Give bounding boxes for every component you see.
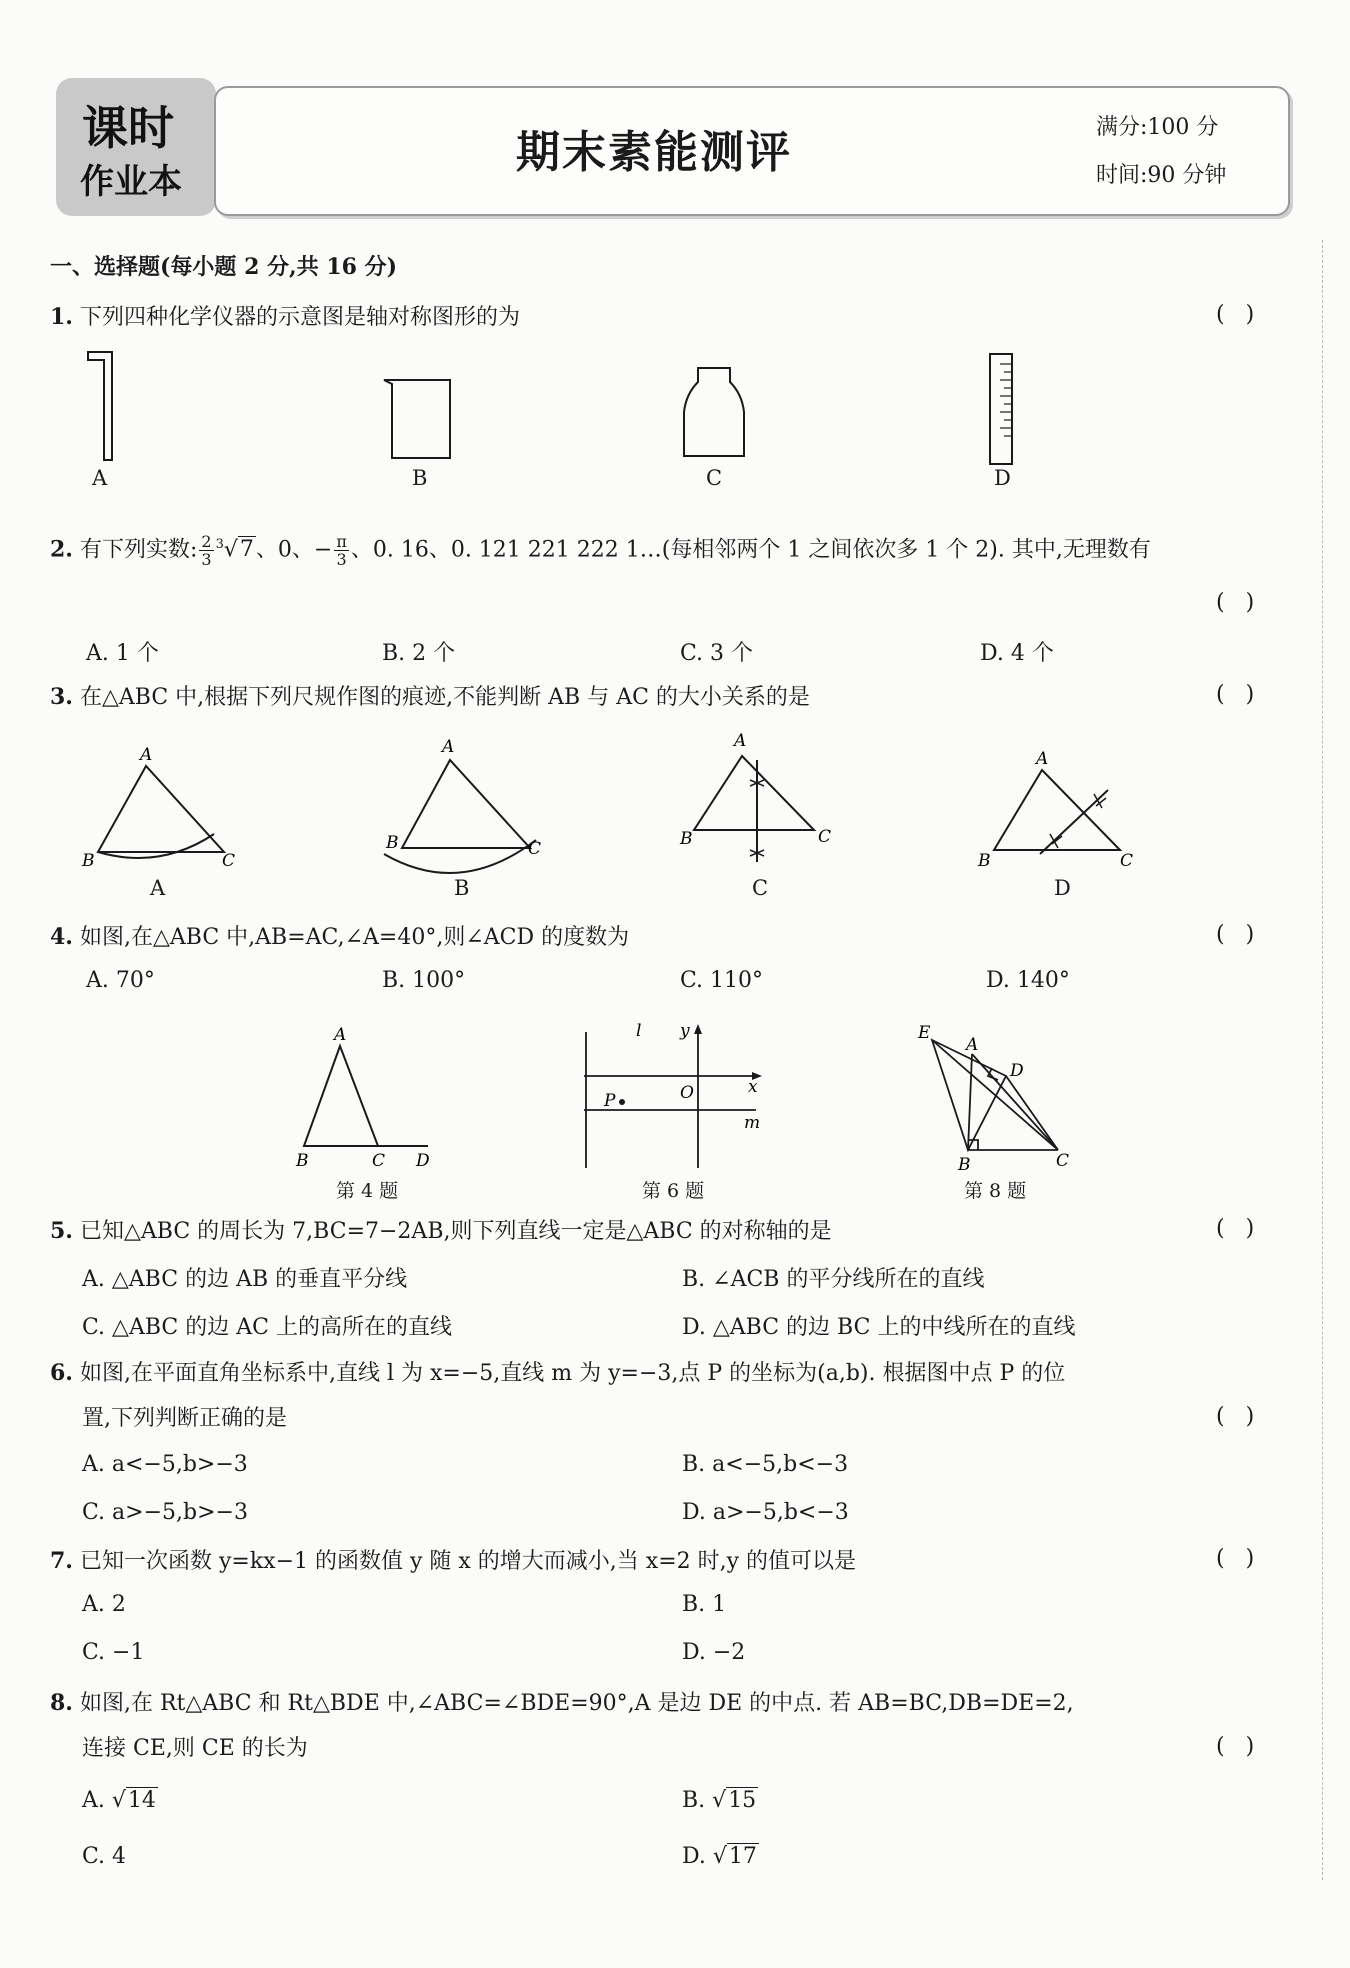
svg-text:A: A bbox=[442, 737, 455, 757]
svg-text:A: A bbox=[334, 1025, 347, 1045]
question-text: 如图,在△ABC 中,AB=AC,∠A=40°,则∠ACD 的度数为 bbox=[79, 925, 630, 950]
svg-text:B: B bbox=[296, 1151, 309, 1171]
q1-label-b: B bbox=[412, 466, 428, 490]
q4-option-d[interactable]: D. 140° bbox=[986, 968, 1070, 993]
answer-paren[interactable]: ( ) bbox=[1216, 1404, 1255, 1429]
q2-option-b[interactable]: B. 2 个 bbox=[382, 641, 456, 666]
question-number: 3. bbox=[50, 684, 73, 710]
answer-paren[interactable]: ( ) bbox=[1216, 590, 1255, 615]
svg-text:m: m bbox=[744, 1113, 761, 1133]
figure-8-caption: 第 8 题 bbox=[964, 1180, 1027, 1202]
question-text: 如图,在 Rt△ABC 和 Rt△BDE 中,∠ABC=∠BDE=90°,A 是边 DE 的中点. 若 AB=BC,DB=DE=2, bbox=[79, 1691, 1074, 1716]
cbrt-radicand: 7 bbox=[239, 537, 254, 563]
q1-figures bbox=[0, 340, 1350, 500]
question-6 bbox=[50, 1358, 1065, 1389]
question-text: 已知△ABC 的周长为 7,BC=7−2AB,则下列直线一定是△ABC 的对称轴的是 bbox=[79, 1219, 832, 1244]
svg-text:P: P bbox=[604, 1091, 616, 1111]
svg-text:C: C bbox=[818, 827, 832, 847]
option-letter: A. bbox=[82, 1788, 112, 1813]
figure-4 bbox=[304, 1046, 428, 1146]
header bbox=[56, 78, 1288, 218]
q1-label-c: C bbox=[706, 466, 723, 490]
q5-option-c[interactable]: C. △ABC 的边 AC 上的高所在的直线 bbox=[82, 1315, 452, 1340]
q2-option-a[interactable]: A. 1 个 bbox=[86, 641, 159, 666]
q6-option-a[interactable]: A. a<−5,b>−3 bbox=[82, 1452, 248, 1477]
sqrt-icon: √ bbox=[111, 1788, 126, 1813]
logo-line2: 作业本 bbox=[80, 162, 182, 202]
svg-text:C: C bbox=[372, 1151, 386, 1171]
question-number: 4. bbox=[50, 924, 73, 950]
answer-paren[interactable]: ( ) bbox=[1216, 682, 1255, 707]
svg-text:B: B bbox=[978, 851, 991, 871]
question-number: 8. bbox=[50, 1690, 73, 1716]
answer-paren[interactable]: ( ) bbox=[1216, 1546, 1255, 1571]
logo-line1: 课时 bbox=[82, 101, 174, 155]
q7-option-d[interactable]: D. −2 bbox=[682, 1640, 746, 1665]
question-4 bbox=[50, 922, 629, 953]
q6-option-d[interactable]: D. a>−5,b<−3 bbox=[682, 1500, 849, 1525]
q7-option-b[interactable]: B. 1 bbox=[682, 1592, 727, 1617]
q3-figures bbox=[0, 730, 1350, 880]
q1-figure-c bbox=[684, 368, 744, 456]
svg-text:D: D bbox=[1010, 1061, 1024, 1081]
svg-text:D: D bbox=[416, 1151, 430, 1171]
answer-paren[interactable]: ( ) bbox=[1216, 1216, 1255, 1241]
question-3 bbox=[50, 682, 810, 713]
question-text: 在△ABC 中,根据下列尺规作图的痕迹,不能判断 AB 与 AC 的大小关系的是 bbox=[79, 685, 810, 710]
svg-text:E: E bbox=[918, 1023, 931, 1043]
frac-numerator: π bbox=[336, 531, 347, 551]
fraction-two-thirds bbox=[199, 533, 213, 568]
question-text: 已知一次函数 y=kx−1 的函数值 y 随 x 的增大而减小,当 x=2 时,y 的值可以是 bbox=[79, 1549, 857, 1574]
q6-option-b[interactable]: B. a<−5,b<−3 bbox=[682, 1452, 849, 1477]
figure-4-caption: 第 4 题 bbox=[336, 1180, 399, 1202]
radicand: 14 bbox=[127, 1788, 156, 1813]
svg-text:B: B bbox=[958, 1155, 971, 1175]
q3-figure-a-arc bbox=[98, 834, 214, 858]
frac-denominator: 3 bbox=[336, 549, 347, 569]
svg-text:A: A bbox=[734, 731, 747, 751]
q1-label-a: A bbox=[92, 466, 108, 490]
svg-text:C: C bbox=[1120, 851, 1134, 871]
frac-denominator: 3 bbox=[201, 549, 212, 569]
question-number: 5. bbox=[50, 1218, 73, 1244]
svg-text:x: x bbox=[748, 1077, 758, 1097]
question-number: 6. bbox=[50, 1360, 73, 1386]
figure-6-caption: 第 6 题 bbox=[642, 1180, 705, 1202]
svg-text:l: l bbox=[636, 1021, 642, 1041]
q1-figure-a bbox=[88, 352, 112, 460]
radicand: 15 bbox=[728, 1788, 757, 1813]
q3-label-d: D bbox=[1054, 876, 1071, 900]
q5-option-a[interactable]: A. △ABC 的边 AB 的垂直平分线 bbox=[82, 1267, 408, 1292]
svg-text:C: C bbox=[528, 839, 542, 859]
full-score: 满分:100 分 bbox=[1096, 115, 1219, 140]
svg-text:C: C bbox=[222, 851, 236, 871]
svg-text:A: A bbox=[1036, 749, 1049, 769]
q8-option-b[interactable] bbox=[682, 1788, 758, 1813]
q2-mid: 、0、− bbox=[255, 537, 333, 563]
question-6-line2: 置,下列判断正确的是 bbox=[82, 1406, 287, 1431]
q3-figure-b-arc bbox=[384, 840, 536, 873]
q8-option-a[interactable] bbox=[82, 1788, 158, 1813]
question-text: 如图,在平面直角坐标系中,直线 l 为 x=−5,直线 m 为 y=−3,点 P 的坐标为(a,b). 根据图中点 P 的位 bbox=[79, 1361, 1066, 1386]
question-5 bbox=[50, 1216, 832, 1247]
frac-numerator: 2 bbox=[201, 531, 212, 551]
q8-option-c[interactable]: C. 4 bbox=[82, 1844, 127, 1869]
q7-option-a[interactable]: A. 2 bbox=[82, 1592, 126, 1617]
svg-text:y: y bbox=[680, 1021, 690, 1041]
svg-text:A: A bbox=[140, 745, 153, 765]
svg-text:B: B bbox=[82, 851, 95, 871]
logo bbox=[56, 78, 216, 216]
option-letter: B. bbox=[682, 1788, 713, 1813]
q3-label-c: C bbox=[752, 876, 769, 900]
q2-suffix: 、0. 16、0. 121 221 222 1…(每相邻两个 1 之间依次多 1 个 2). 其中,无理数有 bbox=[350, 537, 1151, 563]
cbrt-index: 3 bbox=[215, 537, 224, 552]
title-box bbox=[214, 86, 1290, 216]
answer-paren[interactable]: ( ) bbox=[1216, 302, 1255, 327]
option-letter: D. bbox=[682, 1844, 713, 1869]
q6-option-c[interactable]: C. a>−5,b>−3 bbox=[82, 1500, 248, 1525]
question-number: 2. bbox=[50, 536, 73, 563]
sqrt-icon: √ bbox=[223, 537, 238, 563]
fraction-pi-thirds bbox=[334, 533, 349, 568]
question-1 bbox=[50, 302, 520, 333]
question-number: 7. bbox=[50, 1548, 73, 1574]
q7-option-c[interactable]: C. −1 bbox=[82, 1640, 145, 1665]
q2-option-c[interactable]: C. 3 个 bbox=[680, 641, 754, 666]
question-text: 下列四种化学仪器的示意图是轴对称图形的为 bbox=[79, 305, 520, 330]
exam-time: 时间:90 分钟 bbox=[1096, 163, 1227, 188]
svg-text:A: A bbox=[966, 1035, 979, 1055]
figure-row bbox=[0, 1020, 1350, 1180]
q3-figure-c-triangle bbox=[694, 756, 814, 830]
svg-text:B: B bbox=[680, 829, 693, 849]
sqrt-icon: √ bbox=[712, 1788, 727, 1813]
figure-8 bbox=[932, 1040, 1058, 1150]
svg-text:O: O bbox=[680, 1083, 694, 1103]
question-8 bbox=[50, 1688, 1074, 1719]
q1-label-d: D bbox=[994, 466, 1011, 490]
q5-option-d[interactable]: D. △ABC 的边 BC 上的中线所在的直线 bbox=[682, 1315, 1076, 1340]
q8-option-d[interactable] bbox=[682, 1844, 759, 1869]
q4-option-b[interactable]: B. 100° bbox=[382, 968, 466, 993]
q2-option-d[interactable]: D. 4 个 bbox=[980, 641, 1054, 666]
question-7 bbox=[50, 1546, 856, 1577]
svg-text:C: C bbox=[1056, 1151, 1070, 1171]
q4-option-a[interactable]: A. 70° bbox=[86, 968, 155, 993]
answer-paren[interactable]: ( ) bbox=[1216, 1734, 1255, 1759]
question-2 bbox=[50, 530, 1151, 568]
q1-figure-b bbox=[384, 380, 450, 458]
q1-figure-d bbox=[990, 354, 1012, 464]
answer-paren[interactable]: ( ) bbox=[1216, 922, 1255, 947]
section-title: 一、选择题(每小题 2 分,共 16 分) bbox=[50, 254, 398, 280]
q4-option-c[interactable]: C. 110° bbox=[680, 968, 764, 993]
svg-text:B: B bbox=[386, 833, 399, 853]
right-margin-rule bbox=[1322, 240, 1323, 1880]
question-number: 1. bbox=[50, 304, 73, 330]
q3-figure-b-triangle bbox=[402, 760, 530, 848]
radicand: 17 bbox=[728, 1844, 757, 1869]
page-title: 期末素能测评 bbox=[516, 127, 792, 178]
q3-label-b: B bbox=[454, 876, 470, 900]
sqrt-icon: √ bbox=[712, 1844, 727, 1869]
q5-option-b[interactable]: B. ∠ACB 的平分线所在的直线 bbox=[682, 1267, 985, 1292]
q3-label-a: A bbox=[150, 876, 166, 900]
q2-prefix: 有下列实数: bbox=[79, 537, 198, 563]
question-8-line2: 连接 CE,则 CE 的长为 bbox=[82, 1736, 308, 1761]
